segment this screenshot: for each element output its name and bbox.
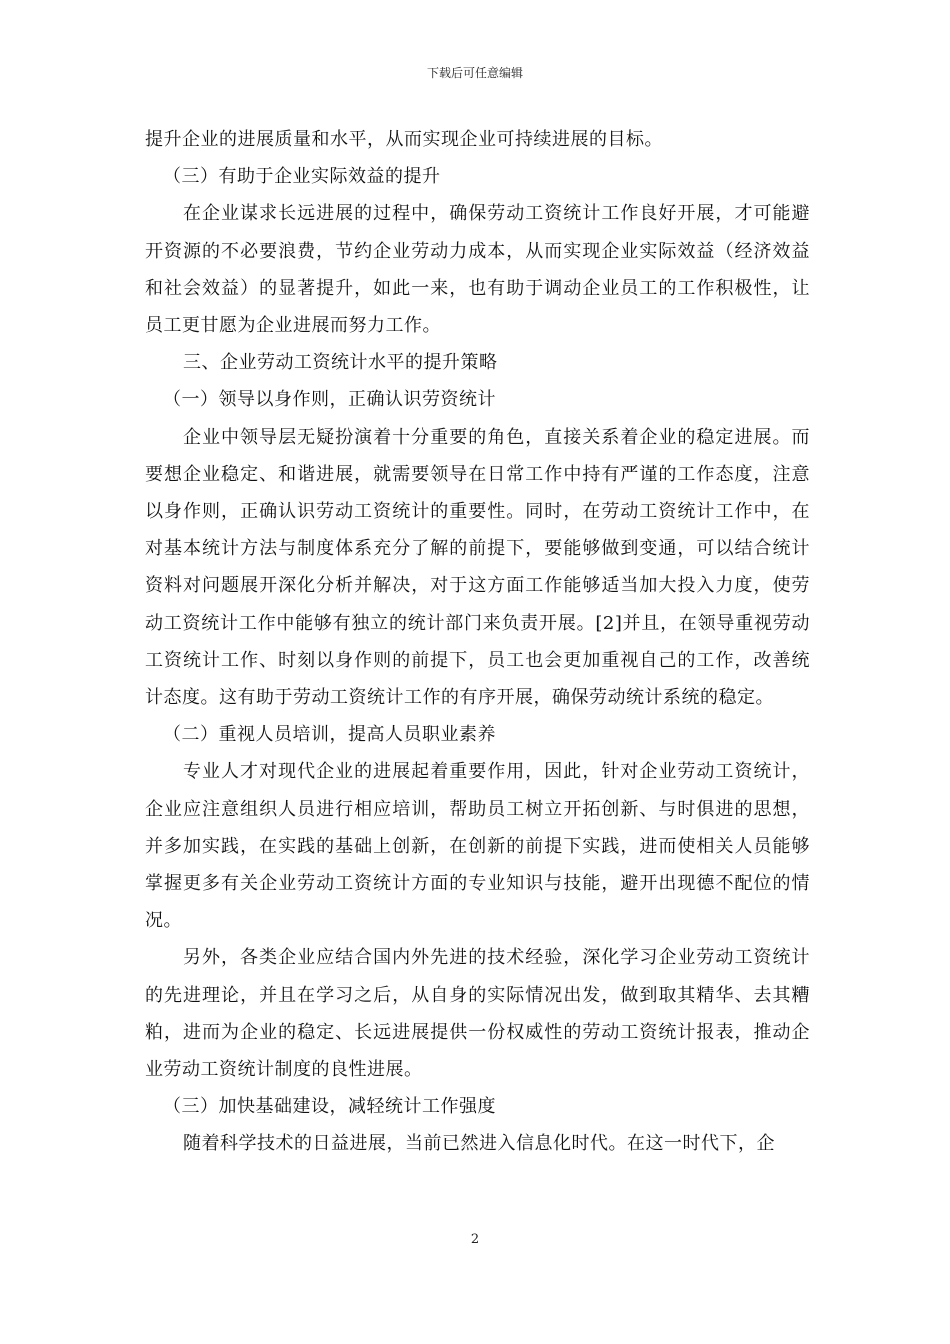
- page-header: 下载后可任意编辑: [426, 66, 523, 80]
- section-subheading: （三）加快基础建设，减轻统计工作强度: [163, 1096, 496, 1118]
- paragraph: 提升企业的进展质量和水平，从而实现企业可持续进展的目标。: [145, 129, 663, 150]
- document-body: [145, 121, 810, 1163]
- section-heading: 三、企业劳动工资统计水平的提升策略: [183, 352, 498, 374]
- page-number: 2: [470, 1232, 480, 1247]
- paragraph: 在企业谋求长远进展的过程中，确保劳动工资统计工作良好开展，才可能避开资源的不必要浪费，节约企业劳动力成本，从而实现企业实际效益（经济效益和社会效益）的显著提升，如此一来，也有助于调动企业员工的工作积极性，让员工更甘愿为企业进展而努力工作。: [145, 203, 810, 337]
- section-subheading: （三）有助于企业实际效益的提升: [163, 166, 441, 188]
- section-subheading: （二）重视人员培训，提高人员职业素养: [163, 724, 496, 746]
- section-subheading: （一）领导以身作则，正确认识劳资统计: [163, 389, 496, 411]
- paragraph: 随着科学技术的日益进展，当前已然进入信息化时代。在这一时代下，企: [183, 1133, 775, 1155]
- paragraph: 专业人才对现代企业的进展起着重要作用，因此，针对企业劳动工资统计，企业应注意组织人员进行相应培训，帮助员工树立开拓创新、与时俱进的思想，并多加实践，在实践的基础上创新，在创新的前提下实践，进而使相关人员能够掌握更多有关企业劳动工资统计方面的专业知识与技能，避开出现德不配位的情况。: [145, 761, 810, 932]
- paragraph: 企业中领导层无疑扮演着十分重要的角色，直接关系着企业的稳定进展。而要想企业稳定、和谐进展，就需要领导在日常工作中持有严谨的工作态度，注意以身作则，正确认识劳动工资统计的重要性。同时，在劳动工资统计工作中，在对基本统计方法与制度体系充分了解的前提下，要能够做到变通，可以结合统计资料对问题展开深化分析并解决，对于这方面工作能够适当加大投入力度，使劳动工资统计工作中能够有独立的统计部门来负责开展。[2]并且，在领导重视劳动工资统计工作、时刻以身作则的前提下，员工也会更加重视自己的工作，改善统计态度。这有助于劳动工资统计工作的有序开展，确保劳动统计系统的稳定。: [145, 426, 810, 709]
- paragraph: 另外，各类企业应结合国内外先进的技术经验，深化学习企业劳动工资统计的先进理论，并且在学习之后，从自身的实际情况出发，做到取其精华、去其糟粕，进而为企业的稳定、长远进展提供一份权威性的劳动工资统计报表，推动企业劳动工资统计制度的良性进展。: [145, 947, 810, 1081]
